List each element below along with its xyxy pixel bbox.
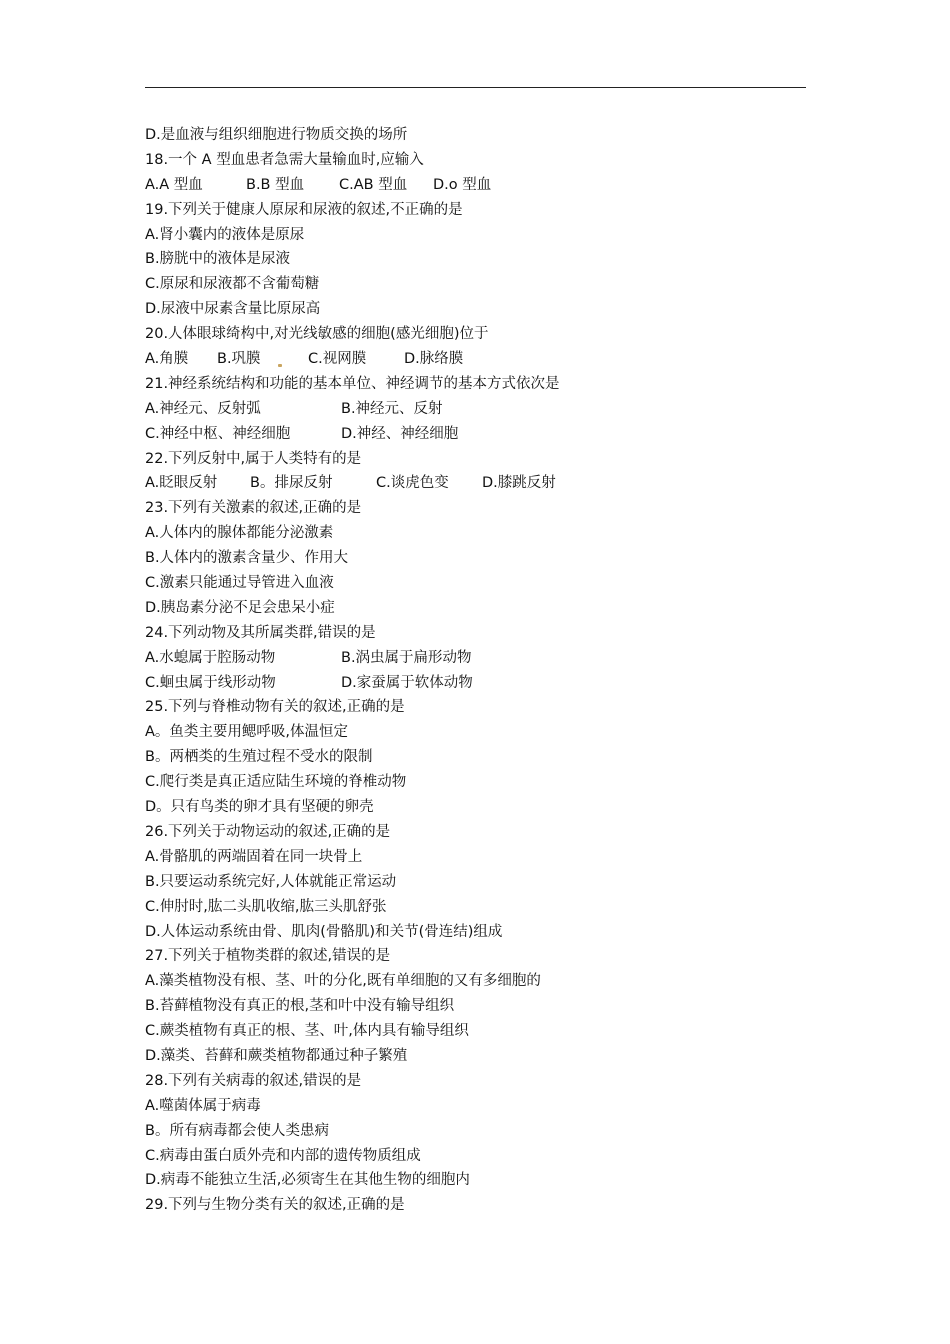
q20-option-b: B.巩膜 xyxy=(217,351,261,368)
q25-option-b: B。两栖类的生殖过程不受水的限制 xyxy=(145,749,373,766)
q24-option-c: C.蛔虫属于线形动物 xyxy=(145,674,276,691)
q20-options xyxy=(145,347,825,372)
q21-option-c: C.神经中枢、神经细胞 xyxy=(145,425,291,442)
q25-stem: 25.下列与脊椎动物有关的叙述,正确的是 xyxy=(145,699,405,716)
q20-stem: 20.人体眼球绮构中,对光线敏感的细胞(感光细胞)位于 xyxy=(145,326,489,343)
q25-option-d: D。只有鸟类的卵才具有坚硬的卵壳 xyxy=(145,799,374,816)
question-list xyxy=(145,123,825,1218)
q20-option-c: C.视网膜 xyxy=(308,351,367,368)
q26-option-b: B.只要运动系统完好,人体就能正常运动 xyxy=(145,873,397,890)
q19-stem: 19.下列关于健康人原尿和尿液的叙述,不正确的是 xyxy=(145,201,463,218)
q28-option-b: B。所有病毒都会使人类患病 xyxy=(145,1122,329,1139)
q22-options xyxy=(145,471,825,496)
q24-option-a: A.水螅属于腔肠动物 xyxy=(145,649,276,666)
q21-option-d: D.神经、神经细胞 xyxy=(341,425,459,442)
q24-stem: 24.下列动物及其所属类群,错误的是 xyxy=(145,624,376,641)
q23-stem: 23.下列有关激素的叙述,正确的是 xyxy=(145,500,362,517)
q22-stem: 22.下列反射中,属于人类特有的是 xyxy=(145,450,362,467)
q21-options-cd xyxy=(145,422,825,447)
q21-option-a: A.神经元、反射弧 xyxy=(145,400,261,417)
q23-option-b: B.人体内的激素含量少、作用大 xyxy=(145,550,349,567)
q26-option-d: D.人体运动系统由骨、肌肉(骨骼肌)和关节(骨连结)组成 xyxy=(145,923,503,940)
q18-option-a: A.A 型血 xyxy=(145,176,203,193)
q19-option-b: B.膀胱中的液体是尿液 xyxy=(145,251,291,268)
q20-option-d: D.脉络膜 xyxy=(404,351,464,368)
q22-option-a: A.眨眼反射 xyxy=(145,475,218,492)
header-rule xyxy=(145,87,806,88)
q20-option-a: A.角膜 xyxy=(145,351,189,368)
q27-stem: 27.下列关于植物类群的叙述,错误的是 xyxy=(145,948,391,965)
q23-option-a: A.人体内的腺体都能分泌激素 xyxy=(145,525,334,542)
q27-option-c: C.蕨类植物有真正的根、茎、叶,体内具有输导组织 xyxy=(145,1023,469,1040)
q25-option-c: C.爬行类是真正适应陆生环境的脊椎动物 xyxy=(145,774,407,791)
q26-option-a: A.骨骼肌的两端固着在同一块骨上 xyxy=(145,848,363,865)
q18-option-b: B.B 型血 xyxy=(246,176,305,193)
q25-option-a: A。鱼类主要用鳃呼吸,体温恒定 xyxy=(145,724,349,741)
q18-stem: 18.一个 A 型血患者急需大量输血时,应输入 xyxy=(145,151,424,168)
q24-options-ab xyxy=(145,646,825,671)
q17-option-d: D.是血液与组织细胞进行物质交换的场所 xyxy=(145,127,408,143)
q22-option-c: C.谈虎色变 xyxy=(376,475,449,492)
q21-stem: 21.神经系统结构和功能的基本单位、神经调节的基本方式依次是 xyxy=(145,375,560,392)
q23-option-c: C.激素只能通过导管进入血液 xyxy=(145,575,334,592)
q22-option-d: D.膝跳反射 xyxy=(482,475,556,492)
q28-option-a: A.噬菌体属于病毒 xyxy=(145,1097,261,1114)
q24-option-b: B.涡虫属于扁形动物 xyxy=(341,649,472,666)
q19-option-c: C.原尿和尿液都不含葡萄糖 xyxy=(145,276,320,293)
q29-stem: 29.下列与生物分类有关的叙述,正确的是 xyxy=(145,1197,405,1214)
q26-option-c: C.伸肘时,肱二头肌收缩,肱三头肌舒张 xyxy=(145,898,387,915)
q21-options-ab xyxy=(145,397,825,422)
q22-option-b: B。排尿反射 xyxy=(250,475,333,492)
q24-options-cd xyxy=(145,671,825,696)
q18-option-c: C.AB 型血 xyxy=(339,176,408,193)
q24-option-d: D.家蚕属于软体动物 xyxy=(341,674,473,691)
q27-option-a: A.藻类植物没有根、茎、叶的分化,既有单细胞的又有多细胞的 xyxy=(145,973,541,990)
q19-option-d: D.尿液中尿素含量比原尿高 xyxy=(145,301,321,318)
q18-option-d: D.o 型血 xyxy=(433,176,492,193)
q23-option-d: D.胰岛素分泌不足会患呆小症 xyxy=(145,599,335,616)
q27-option-d: D.藻类、苔藓和蕨类植物都通过种子繁殖 xyxy=(145,1047,408,1064)
q28-option-c: C.病毒由蛋白质外壳和内部的遗传物质组成 xyxy=(145,1147,421,1164)
q18-options xyxy=(145,173,825,198)
q28-stem: 28.下列有关病毒的叙述,错误的是 xyxy=(145,1072,362,1089)
q28-option-d: D.病毒不能独立生活,必须寄生在其他生物的细胞内 xyxy=(145,1172,470,1189)
q26-stem: 26.下列关于动物运动的叙述,正确的是 xyxy=(145,823,391,840)
q21-option-b: B.神经元、反射 xyxy=(341,400,443,417)
q19-option-a: A.肾小囊内的液体是原尿 xyxy=(145,226,305,243)
q27-option-b: B.苔藓植物没有真正的根,茎和叶中没有输导组织 xyxy=(145,998,455,1015)
